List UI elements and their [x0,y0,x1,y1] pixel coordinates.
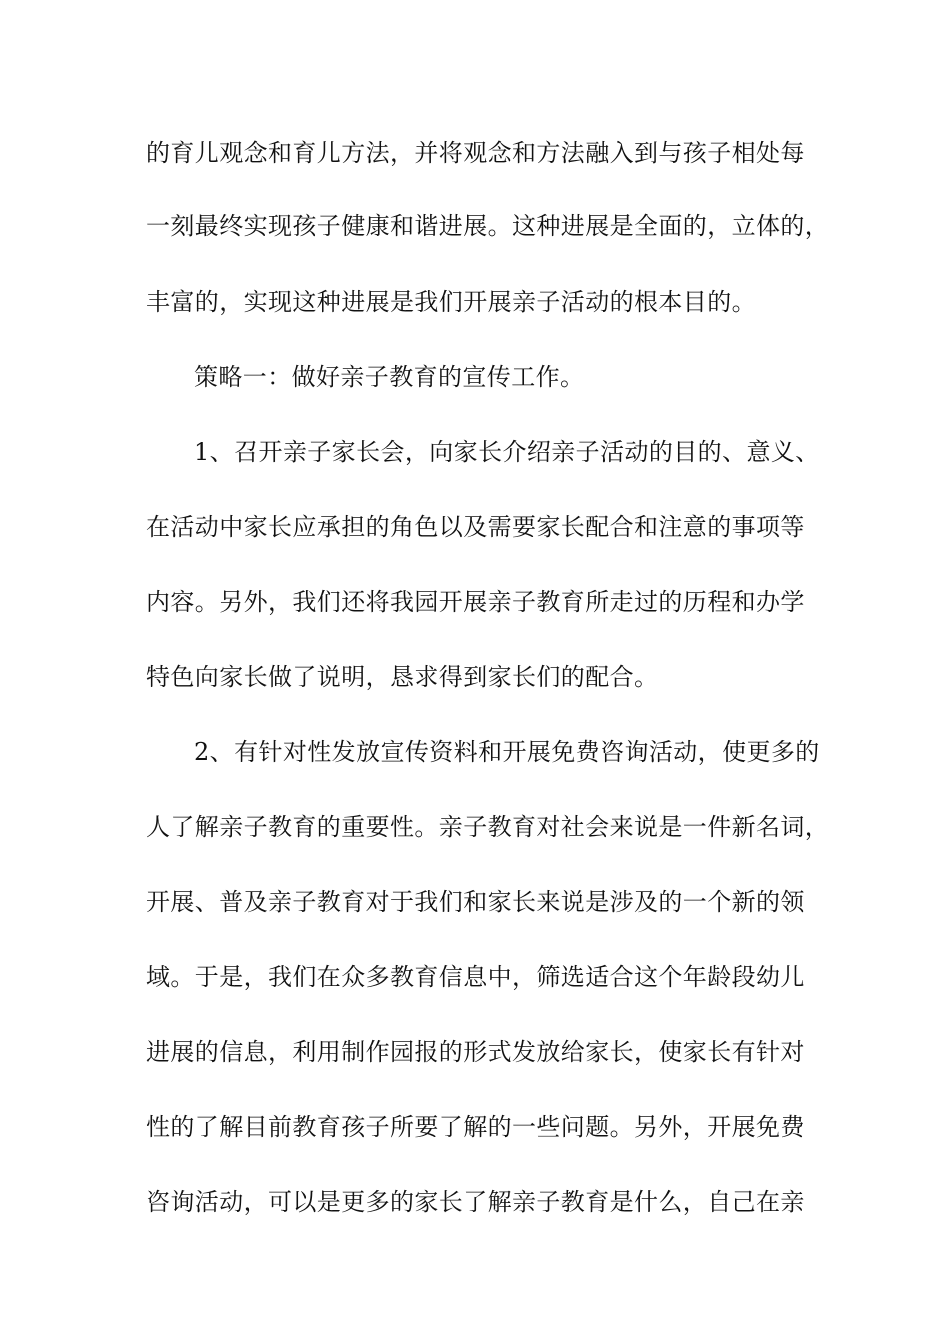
paragraph-line: 进展的信息，利用制作园报的形式发放给家长，使家长有针对 [146,1038,805,1066]
paragraph-line: 开展、普及亲子教育对于我们和家长来说是涉及的一个新的领 [146,888,805,916]
paragraph-line: 一刻最终实现孩子健康和谐进展。这种进展是全面的，立体的， [146,212,830,240]
paragraph-line: 性的了解目前教育孩子所要了解的一些问题。另外，开展免费 [146,1113,805,1141]
paragraph-line: 1、召开亲子家长会，向家长介绍亲子活动的目的、意义、 [194,438,820,466]
paragraph-line: 内容。另外，我们还将我园开展亲子教育所走过的历程和办学 [146,588,805,616]
paragraph-line: 域。于是，我们在众多教育信息中，筛选适合这个年龄段幼儿 [146,963,805,991]
paragraph-line: 的育儿观念和育儿方法，并将观念和方法融入到与孩子相处每 [146,139,805,167]
paragraph-line: 特色向家长做了说明，恳求得到家长们的配合。 [146,663,659,691]
strategy-heading: 策略一：做好亲子教育的宣传工作。 [194,363,585,391]
paragraph-line: 咨询活动，可以是更多的家长了解亲子教育是什么，自己在亲 [146,1188,805,1216]
paragraph-line: 丰富的，实现这种进展是我们开展亲子活动的根本目的。 [146,288,756,316]
paragraph-line: 人了解亲子教育的重要性。亲子教育对社会来说是一件新名词， [146,813,830,841]
paragraph-line: 2、有针对性发放宣传资料和开展免费咨询活动，使更多的 [194,738,820,766]
paragraph-line: 在活动中家长应承担的角色以及需要家长配合和注意的事项等 [146,513,805,541]
